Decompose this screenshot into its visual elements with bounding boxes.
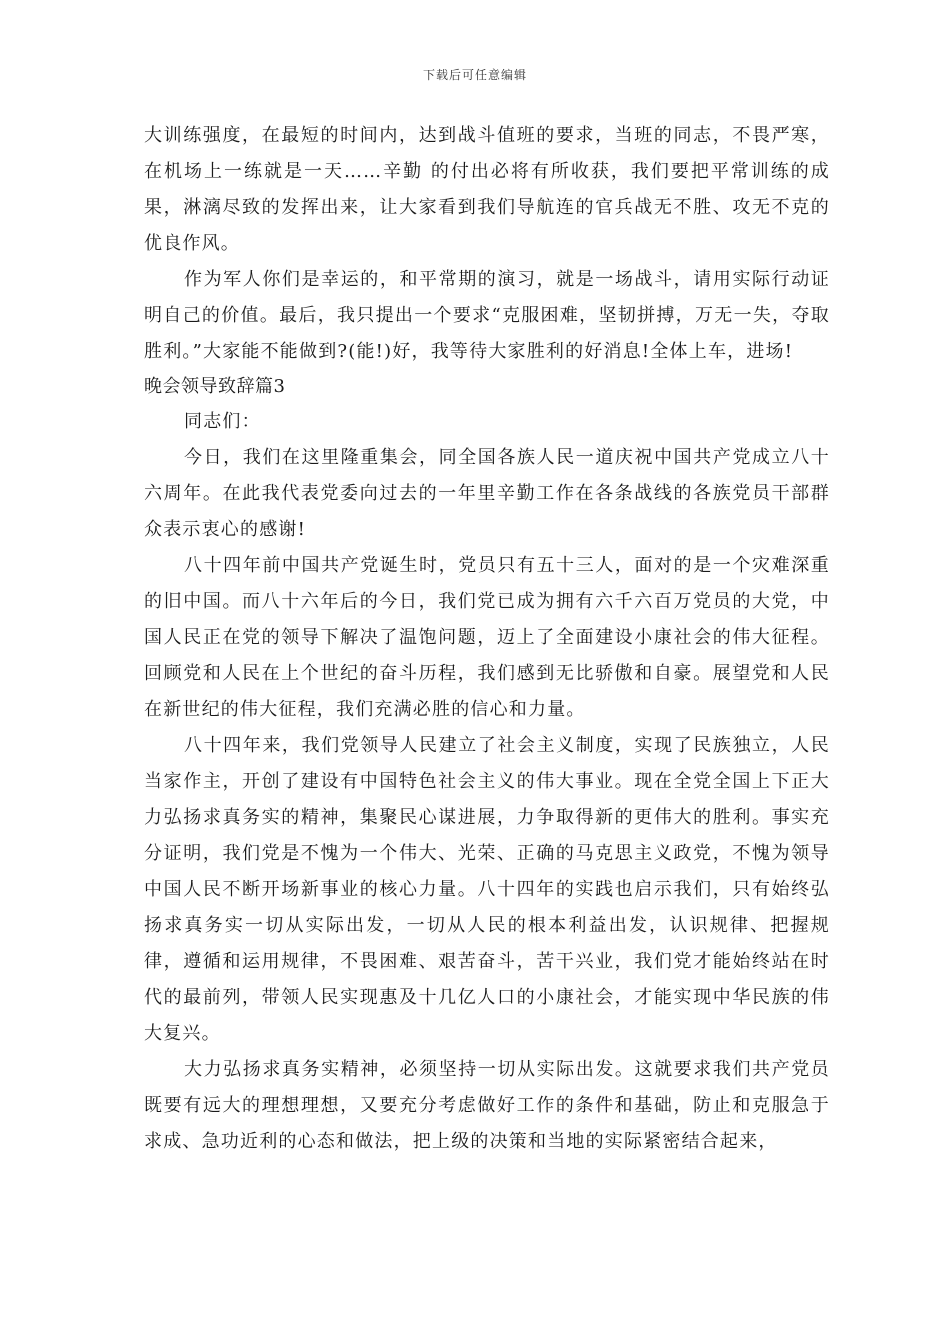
paragraph-training: 大训练强度，在最短的时间内，达到战斗值班的要求，当班的同志，不畏严寒，在机场上一练就是一天……辛勤 的付出必将有所收获，我们要把平常训练的成果，淋漓尽致的发挥出来，让大家看到我们导航连的官兵战无不胜、攻无不克的优良作风。	[144, 125, 830, 254]
header-note: 下载后可任意编辑	[422, 68, 527, 82]
paragraph-anniversary: 今日，我们在这里隆重集会，同全国各族人民一道庆祝中国共产党成立八十六周年。在此我代表党委向过去的一年里辛勤工作在各条战线的各族党员干部群众表示衷心的感谢!	[144, 447, 830, 540]
paragraph-achievements: 八十四年来，我们党领导人民建立了社会主义制度，实现了民族独立，人民当家作主，开创了建设有中国特色社会主义的伟大事业。现在全党全国上下正大力弘扬求真务实的精神，集聚民心谋进展，力争取得新的更伟大的胜利。事实充分证明，我们党是不愧为一个伟大、光荣、正确的马克思主义政党，不愧为领导中国人民不断开场新事业的核心力量。八十四年的实践也启示我们，只有始终弘扬求真务实一切从实际出发，一切从人民的根本利益出发，认识规律、把握规律，遵循和运用规律，不畏困难、艰苦奋斗，苦干兴业，我们党才能始终站在时代的最前列，带领人民实现惠及十几亿人口的小康社会，才能实现中华民族的伟大复兴。	[144, 735, 830, 1044]
paragraph-pragmatism: 大力弘扬求真务实精神，必须坚持一切从实际出发。这就要求我们共产党员既要有远大的理想理想，又要充分考虑做好工作的条件和基础，防止和克服急于求成、急功近利的心态和做法，把上级的决策和当地的实际紧密结合起来，	[144, 1059, 830, 1152]
document-body	[144, 118, 830, 1160]
paragraph-soldiers: 作为军人你们是幸运的，和平常期的演习，就是一场战斗，请用实际行动证明自己的价值。最后，我只提出一个要求“克服困难，坚韧拼搏，万无一失，夺取胜利。”大家能不能做到?(能!)好，我等待大家胜利的好消息!全体上车，进场!	[144, 269, 830, 362]
paragraph-history: 八十四年前中国共产党诞生时，党员只有五十三人，面对的是一个灾难深重的旧中国。而八十六年后的今日，我们党已成为拥有六千六百万党员的大党，中国人民正在党的领导下解决了温饱问题，迈上了全面建设小康社会的伟大征程。回顾党和人民在上个世纪的奋斗历程，我们感到无比骄傲和自豪。展望党和人民在新世纪的伟大征程，我们充满必胜的信心和力量。	[144, 555, 830, 720]
section-title: 晚会领导致辞篇3	[144, 376, 286, 397]
greeting: 同志们：	[184, 411, 261, 432]
